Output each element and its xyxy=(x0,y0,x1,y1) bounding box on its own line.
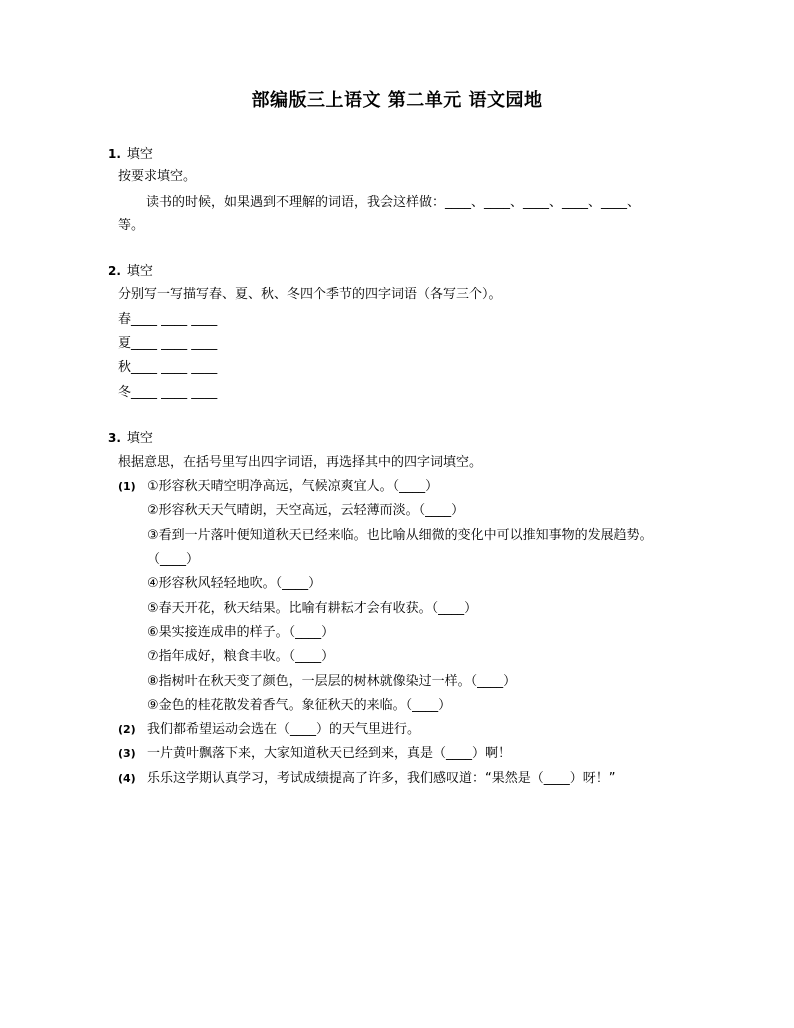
question-3-sub-1-item-1: ①形容秋天晴空明净高远，气候凉爽宜人。（____） xyxy=(147,479,439,494)
question-3-sub-1-item-9: ⑨金色的桂花散发着香气。象征秋天的来临。（____） xyxy=(147,698,452,713)
question-2-season-autumn: 秋____ ____ ____ xyxy=(118,360,218,375)
question-3-instruction: 根据意思，在括号里写出四字词语，再选择其中的四字词填空。 xyxy=(118,455,483,470)
question-3-number: 3. xyxy=(108,431,121,445)
question-2-number: 2. xyxy=(108,264,121,278)
question-3-sub-1-item-3-cont: （____） xyxy=(147,552,200,567)
question-3-sub-1-item-6: ⑥果实接连成串的样子。（____） xyxy=(147,625,335,640)
question-3-sub-3: 一片黄叶飘落下来，大家知道秋天已经到来，真是（____）啊！ xyxy=(147,746,512,761)
page-title: 部编版三上语文 第二单元 语文园地 xyxy=(251,90,543,111)
question-1-label: 填空 xyxy=(126,147,153,162)
question-3-sub-4-number: (4) xyxy=(118,772,136,785)
question-3-sub-2-number: (2) xyxy=(118,723,136,736)
question-3-sub-1-number: (1) xyxy=(118,480,136,493)
question-1-line-1: 读书的时候，如果遇到不理解的词语，我会这样做：____、____、____、____、____、 xyxy=(146,195,641,210)
question-2-season-winter: 冬____ ____ ____ xyxy=(118,385,218,400)
question-1-heading xyxy=(108,146,153,163)
question-2-label: 填空 xyxy=(126,264,153,279)
question-3-sub-4: 乐乐这学期认真学习，考试成绩提高了许多，我们感叹道：“果然是（____）呀！” xyxy=(147,771,616,786)
question-2-season-spring: 春____ ____ ____ xyxy=(118,312,218,327)
question-1-number: 1. xyxy=(108,147,121,161)
question-3-sub-3-number: (3) xyxy=(118,747,136,760)
question-3-sub-1-item-7: ⑦指年成好，粮食丰收。（____） xyxy=(147,649,335,664)
question-3-sub-1-item-5: ⑤春天开花，秋天结果。比喻有耕耘才会有收获。（____） xyxy=(147,601,478,616)
question-2-heading xyxy=(108,263,153,280)
question-3-sub-1-item-3: ③看到一片落叶便知道秋天已经来临。也比喻从细微的变化中可以推知事物的发展趋势。 xyxy=(147,528,653,543)
question-3-heading xyxy=(108,430,153,447)
question-3-sub-1-item-8: ⑧指树叶在秋天变了颜色，一层层的树林就像染过一样。（____） xyxy=(147,674,517,689)
question-3-sub-1-item-2: ②形容秋天天气晴朗，天空高远，云轻薄而淡。（____） xyxy=(147,503,465,518)
question-1-line-2: 等。 xyxy=(118,218,145,233)
question-3-sub-1-item-4: ④形容秋风轻轻地吹。（____） xyxy=(147,576,322,591)
question-2-instruction: 分别写一写描写春、夏、秋、冬四个季节的四字词语（各写三个）。 xyxy=(118,287,502,302)
question-1-instruction: 按要求填空。 xyxy=(118,169,197,184)
question-2-season-summer: 夏____ ____ ____ xyxy=(118,336,218,351)
question-3-sub-2: 我们都希望运动会选在（____）的天气里进行。 xyxy=(147,722,421,737)
question-3-label: 填空 xyxy=(126,431,153,446)
